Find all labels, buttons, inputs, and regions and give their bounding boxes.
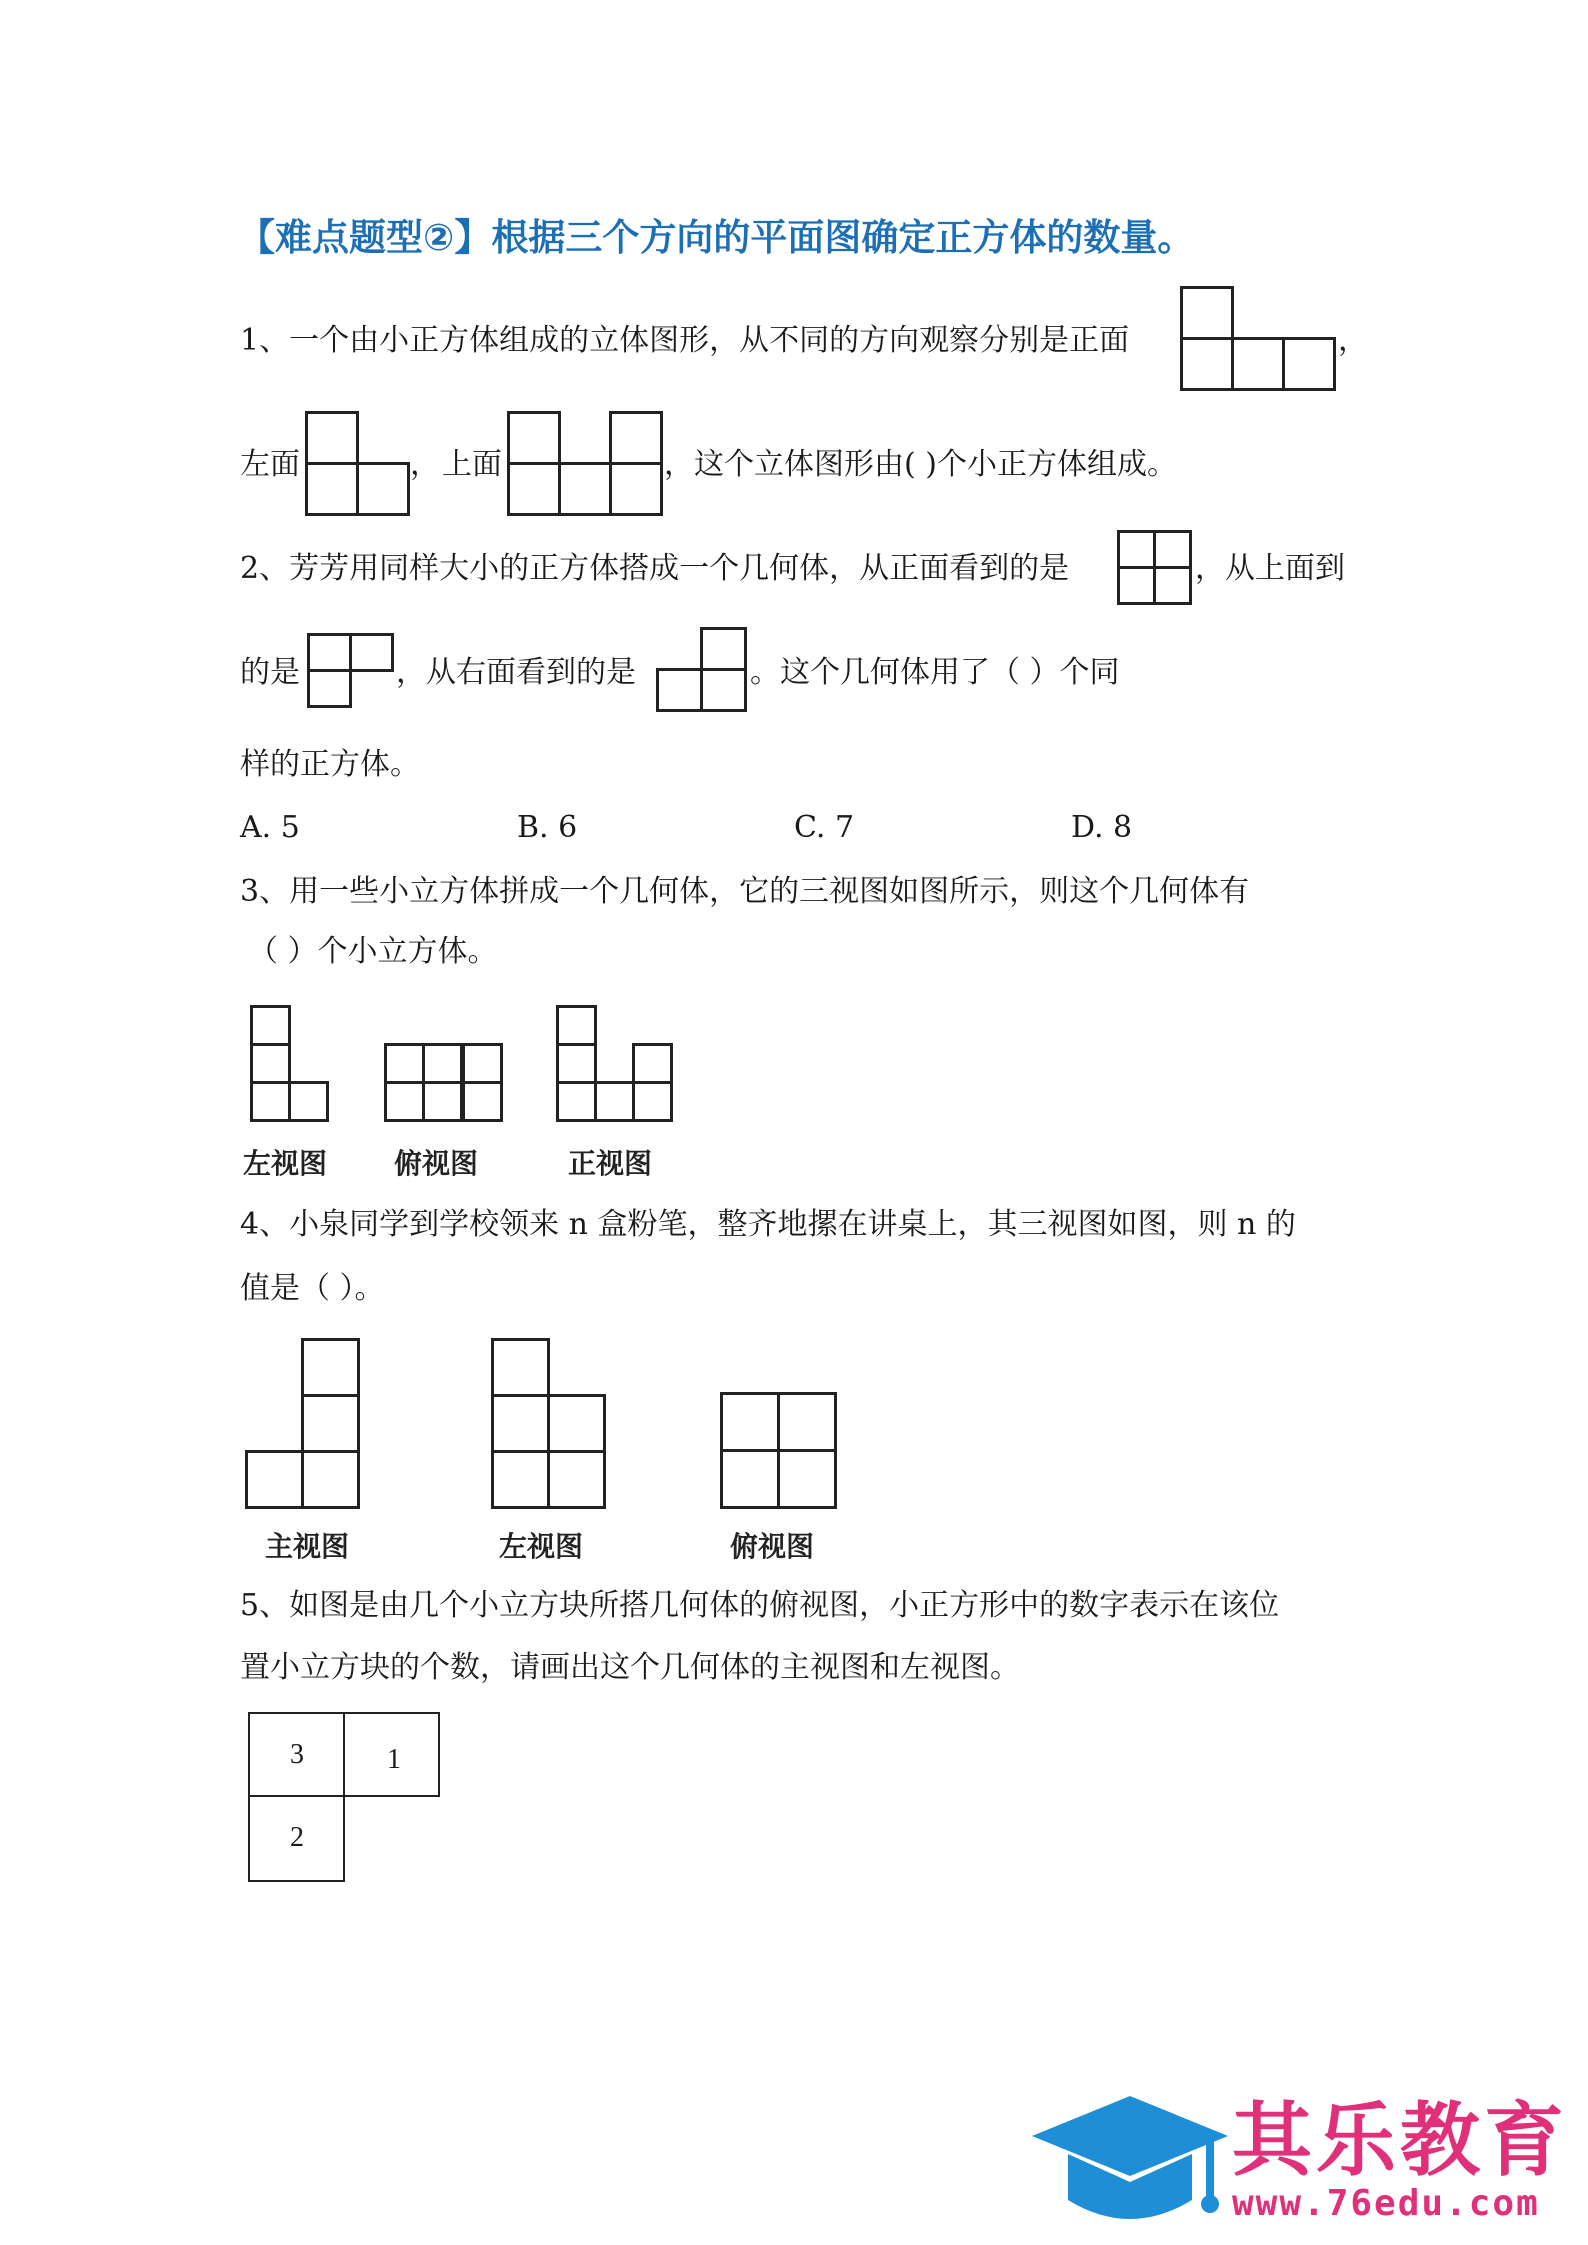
q2-text-line1: 2、芳芳用同样大小的正方体搭成一个几何体，从正面看到的是 (240, 551, 1070, 586)
q5-text-line1: 5、如图是由几个小立方块所搭几何体的俯视图，小正方形中的数字表示在该位 (240, 1588, 1280, 1623)
q3-text-line2: （ ）个小立方体。 (248, 934, 498, 969)
q2-text-line2-a: 的是 (240, 655, 300, 690)
graduation-cap-icon (1030, 2088, 1230, 2238)
q4-text-line1: 4、小泉同学到学校领来 n 盒粉笔，整齐地摞在讲桌上，其三视图如图，则 n 的 (240, 1207, 1296, 1242)
q1-comma-2: ， (410, 447, 440, 482)
q3-label-top: 俯视图 (394, 1147, 479, 1180)
cell-number: 1 (387, 1744, 401, 1775)
q2-text-line1-tail: ，从上面到 (1195, 551, 1345, 586)
q4-label-top: 俯视图 (730, 1530, 815, 1563)
q2-option-a: A. 5 (240, 810, 300, 845)
q1-top-label: 上面 (442, 447, 502, 482)
q3-label-front: 正视图 (568, 1147, 653, 1180)
q4-text-line2: 值是（ ）。 (240, 1271, 385, 1306)
grid-cell (248, 1795, 345, 1882)
q2-text-line2-c: 。这个几何体用了（ ）个同 (750, 655, 1120, 690)
q2-option-b: B. 6 (517, 810, 578, 845)
grid-cell (343, 1712, 440, 1797)
q4-label-main: 主视图 (265, 1530, 350, 1563)
grid-cell (248, 1712, 345, 1797)
brand-url[interactable]: www.76edu.com (1232, 2183, 1540, 2224)
section-title: 【难点题型②】根据三个方向的平面图确定正方体的数量。 (238, 216, 1195, 259)
q2-text-line3: 样的正方体。 (240, 747, 420, 782)
cell-number: 2 (290, 1822, 304, 1853)
q1-text-tail: ，这个立体图形由( )个小正方体组成。 (664, 447, 1177, 482)
q3-label-left: 左视图 (243, 1147, 328, 1180)
q5-text-line2: 置小立方块的个数，请画出这个几何体的主视图和左视图。 (240, 1650, 1020, 1685)
cell-number: 3 (290, 1739, 304, 1770)
q4-label-left: 左视图 (499, 1530, 584, 1563)
q2-text-line2-b: ，从右面看到的是 (396, 655, 636, 690)
q1-left-label: 左面 (240, 447, 300, 482)
q2-option-c: C. 7 (794, 810, 855, 845)
q3-text-line1: 3、用一些小立方体拼成一个几何体，它的三视图如图所示，则这个几何体有 (240, 874, 1250, 909)
q1-comma: ， (1338, 323, 1368, 358)
q1-text-line1: 1、一个由小正方体组成的立体图形，从不同的方向观察分别是正面 (240, 323, 1130, 358)
brand-name: 其乐教育 (1232, 2094, 1568, 2187)
q2-option-d: D. 8 (1071, 810, 1133, 845)
